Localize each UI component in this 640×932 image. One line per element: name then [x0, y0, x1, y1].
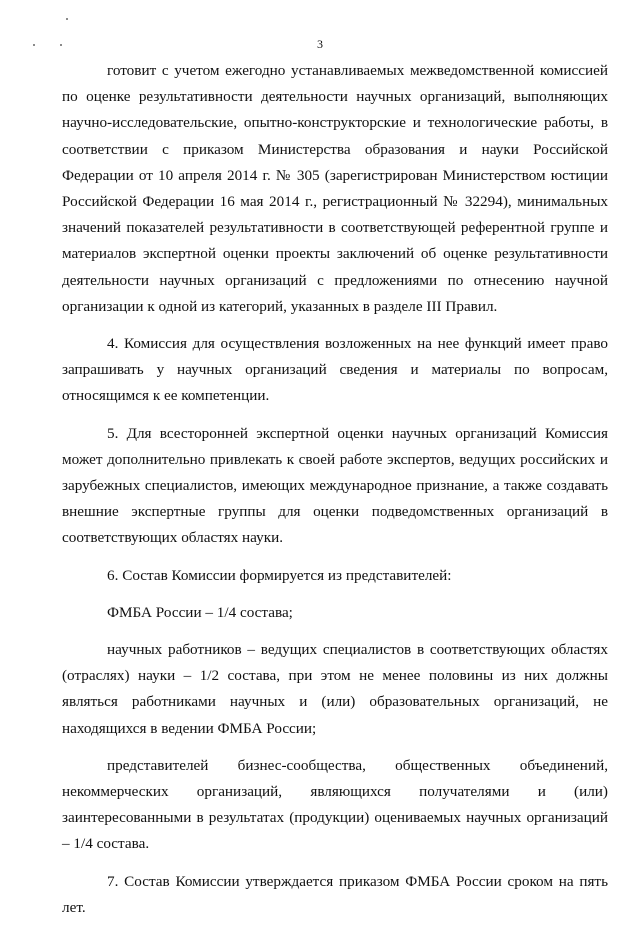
paragraph-item-6: 6. Состав Комиссии формируется из представителей:: [107, 566, 452, 584]
paragraph-item-7: 7. Состав Комиссии утверждается приказом ФМБА России сроком на пять лет.: [62, 872, 608, 916]
paragraph-item-5: 5. Для всесторонней экспертной оценки научных организаций Комиссия может дополнительно привлекать к своей работе экспертов, ведущих российских и зарубежных специалистов, имеющих международное признание, а также создавать внешние экспертные группы для оценки подведомственных организаций в соответствующих областях науки.: [62, 424, 608, 547]
document-body: [62, 58, 608, 932]
paragraph-item-4: 4. Комиссия для осуществления возложенных на нее функций имеет право запрашивать у научных организаций сведения и материалы по вопросам, относящимся к ее компетенции.: [62, 335, 608, 405]
page-number: 3: [317, 37, 323, 51]
paragraph-scientists-share: научных работников – ведущих специалистов в соответствующих областях (отраслях) науки – 1/2 состава, при этом не менее половины из них должны являться работниками научных и (или) образовательных организаций, не находящихся в ведении ФМБА России;: [62, 641, 608, 737]
scan-speck: [66, 18, 68, 20]
paragraph-business-share: представителей бизнес-сообщества, общественных объединений, некоммерческих организаций, являющихся получателями и (или) заинтересованными в результатах (продукции) оцениваемых научных организаций – 1/4 состава.: [62, 756, 608, 853]
paragraph-fmba-share: ФМБА России – 1/4 состава;: [107, 603, 293, 621]
paragraph-continuation: готовит с учетом ежегодно устанавливаемых межведомственной комиссией по оценке результативности деятельности научных организаций, выполняющих научно-исследовательские, опытно-конструкторские и технологические работы, в соответствии с приказом Министерства образования и науки Российской Федерации от 10 апреля 2014 г. № 305 (зарегистрирован Министерством юстиции Российской Федерации 16 мая 2014 г., регистрационный № 32294), минимальных значений показателей результативности в соответствующей референтной группе и материалов экспертной оценки проекты заключений об оценке результативности деятельности научных организаций с предложениями по отнесению научной организации к одной из категорий, указанных в разделе III Правил.: [62, 62, 608, 315]
